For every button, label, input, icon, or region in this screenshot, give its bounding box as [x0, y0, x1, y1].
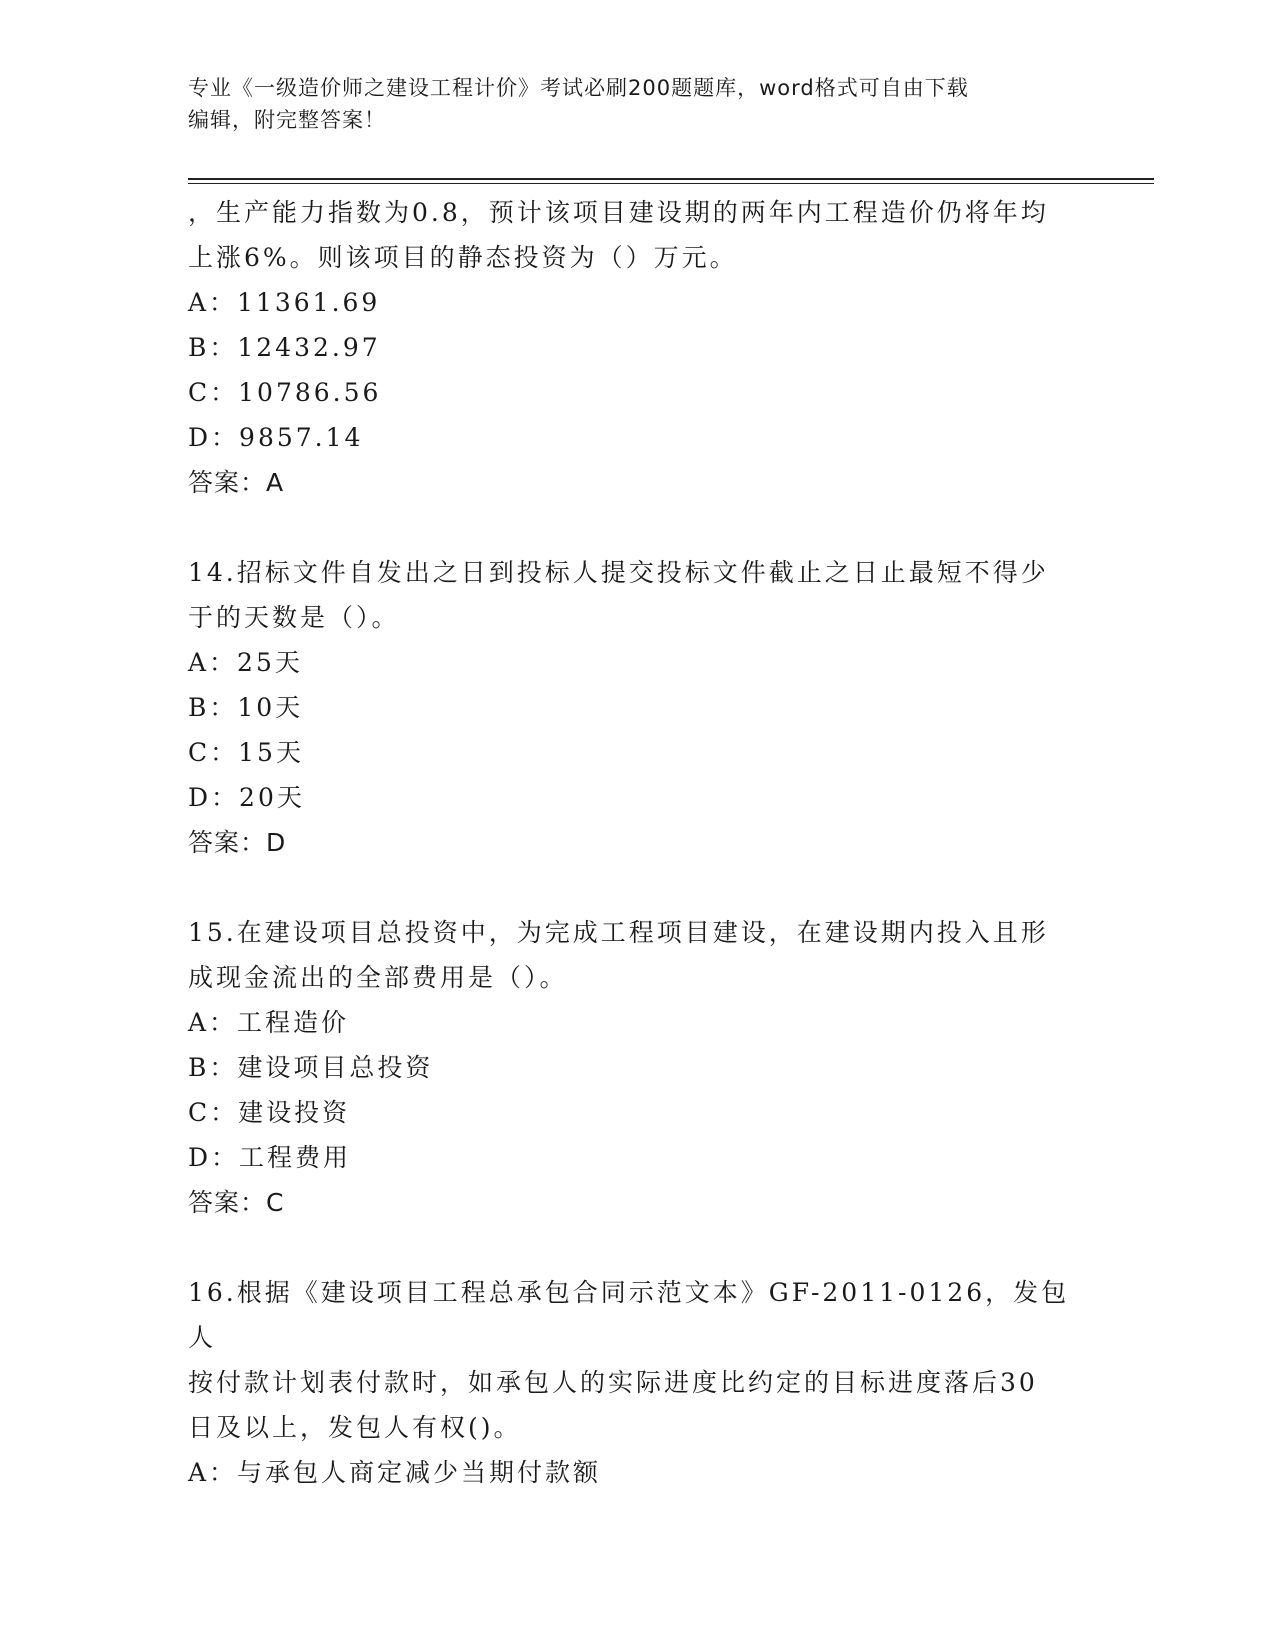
option-a: A：11361.69 — [188, 288, 381, 317]
option-b: B：12432.97 — [188, 333, 381, 362]
option-d: D：20天 — [188, 783, 305, 812]
option-a: A：25天 — [188, 648, 303, 677]
option-c: C：10786.56 — [188, 378, 382, 407]
question-text-line: 于的天数是（）。 — [188, 603, 400, 632]
question-text-line: 上涨6%。则该项目的静态投资为（）万元。 — [188, 243, 738, 272]
answer: 答案：A — [188, 468, 285, 497]
document-body — [188, 190, 1088, 1540]
question-text-line: 16.根据《建设项目工程总承包合同示范文本》GF-2011-0126，发包人 — [188, 1278, 1070, 1352]
option-b: B：10天 — [188, 693, 304, 722]
header-line-1: 专业《一级造价师之建设工程计价》考试必刷200题题库，word格式可自由下载 — [188, 76, 969, 100]
header-line-2: 编辑，附完整答案！ — [188, 108, 386, 132]
option-b: B：建设项目总投资 — [188, 1053, 434, 1082]
question-13 — [188, 190, 1088, 505]
question-15 — [188, 910, 1088, 1225]
answer: 答案：C — [188, 1188, 285, 1217]
question-text-line: 15.在建设项目总投资中，为完成工程项目建设，在建设期内投入且形 — [188, 918, 1049, 947]
header-divider-thick — [188, 178, 1154, 180]
document-header — [188, 72, 1088, 136]
answer: 答案：D — [188, 828, 287, 857]
question-16 — [188, 1270, 1088, 1495]
option-d: D：9857.14 — [188, 423, 364, 452]
question-text-line: 按付款计划表付款时，如承包人的实际进度比约定的目标进度落后30 — [188, 1368, 1038, 1397]
question-text-line: ，生产能力指数为0.8，预计该项目建设期的两年内工程造价仍将年均 — [188, 198, 1049, 227]
option-d: D：工程费用 — [188, 1143, 352, 1172]
option-a: A：工程造价 — [188, 1008, 350, 1037]
option-a: A：与承包人商定减少当期付款额 — [188, 1458, 602, 1487]
question-text-line: 成现金流出的全部费用是（）。 — [188, 963, 568, 992]
option-c: C：建设投资 — [188, 1098, 351, 1127]
option-c: C：15天 — [188, 738, 304, 767]
question-text-line: 14.招标文件自发出之日到投标人提交投标文件截止之日止最短不得少 — [188, 558, 1049, 587]
header-divider-thin — [188, 183, 1154, 184]
question-14 — [188, 550, 1088, 865]
question-text-line: 日及以上，发包人有权()。 — [188, 1413, 522, 1442]
